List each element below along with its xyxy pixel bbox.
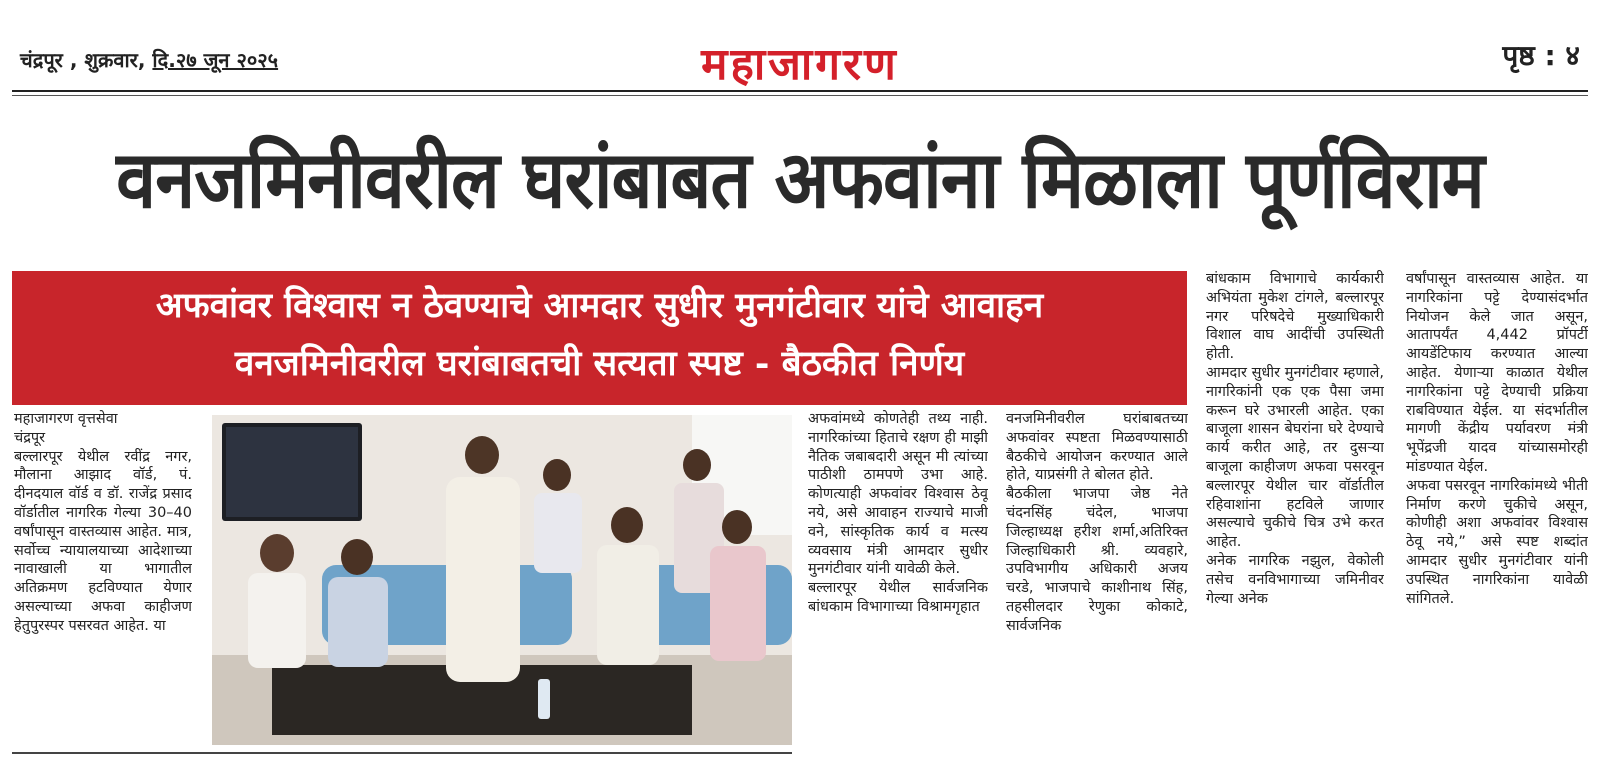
article-paragraph: वर्षांपासून वास्तव्यास आहेत. या नागरिकांना पट्टे देण्यासंदर्भात नियोजन केले जात असून, आतापर्यंत 4,442 प्रॉपर्टी आयडेंटिफाय करण्यात आल्या आहेत. येणाऱ्या काळात येथील नागरिकांना पट्टे देण्याची प्रक्रिया राबविण्यात येईल. या संदर्भातील मागणी केंद्रीय पर्यावरण मंत्री भूपेंद्रजी यादव यांच्यासमोरही मांडण्यात येईल. xyxy=(1406,271,1588,475)
article-paragraph: बल्लारपूर येथील सार्वजनिक बांधकाम विभागाच्या विश्रामगृहात xyxy=(808,580,988,615)
article-paragraph: अफवांमध्ये कोणतेही तथ्य नाही. नागरिकांच्या हिताचे रक्षण ही माझी नैतिक जबाबदारी असून मी त्यांच्या पाठीशी ठामपणे उभा आहे. कोणत्याही अफवांवर विश्वास ठेवू नये, असे आवाहन राज्याचे माजी वने, सांस्कृतिक कार्य व मत्स्य व्यवसाय मंत्री आमदार सुधीर मुनगंटीवार यांनी यावेळी केले. xyxy=(808,411,988,578)
article-paragraph: बल्लारपूर येथील रवींद्र नगर, मौलाना आझाद वॉर्ड, पं. दीनदयाल वॉर्ड व डॉ. राजेंद्र प्रसाद वॉर्डातील नागरिक गेल्या 30–40 वर्षांपासून वास्तव्यास आहेत. मात्र, सर्वोच्च न्यायालयाच्या आदेशाच्या नावाखाली या भागातील अतिक्रमण हटविण्यात येणार असल्याच्या अफवा काहीजण हेतुपुरस्पर पसरवत आहेत. या xyxy=(14,448,192,634)
issue-date: दि.२७ जून २०२५ xyxy=(152,48,279,72)
subheadline-line-2: वनजमिनीवरील घरांबाबतची सत्यता स्पष्ट - बैठकीत निर्णय xyxy=(234,343,965,384)
article-paragraph: बांधकाम विभागाचे कार्यकारी अभियंता मुकेश टांगले, बल्लारपूर नगर परिषदेचे मुख्याधिकारी विशाल वाघ आदींची उपस्थिती होती. xyxy=(1206,271,1384,363)
masthead-rule-thin xyxy=(12,95,1588,96)
byline: महाजागरण वृत्तसेवा xyxy=(14,411,118,427)
news-photo xyxy=(212,415,792,745)
article-column-1 xyxy=(14,410,192,740)
dateline: चंद्रपूर xyxy=(14,429,46,446)
newspaper-name: महाजागरण xyxy=(701,39,899,90)
article-paragraph: वनजमिनीवरील घरांबाबतच्या अफवांवर स्पष्टता मिळवण्यासाठी बैठकीचे आयोजन करण्यात आले होते, याप्रसंगी ते बोलत होते. xyxy=(1006,411,1188,484)
page-number: पृष्ठ : ४ xyxy=(1502,39,1580,72)
place: चंद्रपूर xyxy=(20,48,63,72)
main-headline: वनजमिनीवरील घरांबाबत अफवांना मिळाला पूर्णविराम xyxy=(116,133,1484,226)
article-paragraph: बैठकीला भाजपा जेष्ठ नेते चंदनसिंह चंदेल, भाजपा जिल्हाध्यक्ष हरीश शर्मा,अतिरिक्त जिल्हाधिकारी श्री. व्यवहारे, उपविभागीय अधिकारी अजय चरडे, भाजपाचे काशीनाथ सिंह, तहसीलदार रेणुका कोकाटे, सार्वजनिक xyxy=(1006,486,1188,634)
place-date: चंद्रपूर , शुक्रवार, दि.२७ जून २०२५ xyxy=(20,48,279,72)
article-paragraph: अफवा पसरवून नागरिकांमध्ये भीती निर्माण करणे चुकीचे असून, कोणीही अशा अफवांवर विश्वास ठेवू नये,” असे स्पष्ट शब्दांत आमदार सुधीर मुनगंटीवार यांनी उपस्थित नागरिकांना यावेळी सांगितले. xyxy=(1406,477,1588,607)
article-column-5 xyxy=(1406,270,1588,740)
subheadline-line-1: अफवांवर विश्वास न ठेवण्याचे आमदार सुधीर मुनगंटीवार यांचे आवाहन xyxy=(155,285,1044,326)
meeting-photo-illustration xyxy=(212,415,792,745)
bottom-rule xyxy=(12,752,792,754)
article-column-3 xyxy=(1006,410,1188,740)
article-paragraph: आमदार सुधीर मुनगंटीवार म्हणाले, नागरिकांनी एक एक पैसा जमा करून घरे उभारली आहेत. एका बाजूला शासन बेघरांना घरे देण्याचे कार्य करीत आहे, तर दुसऱ्या बाजूला काहीजण अफवा पसरवून बल्लारपूर येथील चार वॉर्डातील रहिवाशांना हटविले जाणार असल्याचे चुकीचे चित्र उभे करत आहेत. xyxy=(1206,364,1384,551)
article-column-4 xyxy=(1206,270,1384,740)
article-paragraph: अनेक नागरिक नझुल, वेकोली तसेच वनविभागाच्या जमिनीवर गेल्या अनेक xyxy=(1206,552,1384,607)
article-column-2 xyxy=(808,410,988,740)
weekday: शुक्रवार xyxy=(84,48,138,72)
masthead xyxy=(12,30,1588,90)
masthead-rule xyxy=(12,90,1588,92)
subheadline-box xyxy=(12,271,1187,405)
